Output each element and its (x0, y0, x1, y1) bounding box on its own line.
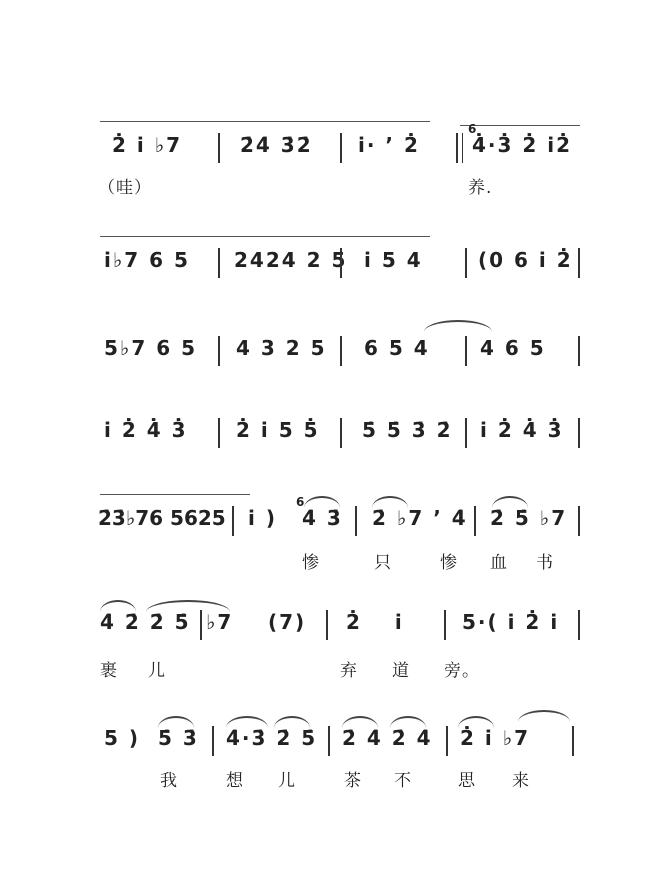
barline (578, 506, 580, 536)
measure: 5 ) (104, 726, 141, 750)
barline (200, 610, 202, 640)
measure: i̇ 2̇ 4̇ 3̇ (480, 418, 564, 442)
barline (355, 506, 357, 536)
lyric: 儿 (278, 771, 296, 791)
measure: i̇ ) (248, 506, 277, 530)
measure: i̇ 5 4 (364, 248, 423, 272)
barline (218, 133, 220, 163)
measure: 2̇ ♭7 ’ 4̇ (372, 506, 468, 530)
measure: 2̇4̇ 3̇2̇ (240, 133, 313, 157)
measure: 5·( i̇ 2̇ i̇ (462, 610, 560, 634)
score-row-2 (0, 230, 672, 290)
barline (578, 610, 580, 640)
lyric: 裹 (100, 661, 118, 681)
lyric: 道 (392, 661, 410, 681)
measure: 2̇ i̇ 5 5̇ (236, 418, 320, 442)
measure: 2̇ 5̇ ♭7 (490, 506, 568, 530)
lyric: 来 (512, 771, 530, 791)
barline (218, 418, 220, 448)
lyric: 养. (468, 178, 493, 198)
lyric: 书 (536, 553, 554, 573)
barline (578, 418, 580, 448)
barline (340, 133, 342, 163)
measure: 4̇·3̇ 2̇ i̇2̇ (472, 133, 573, 157)
measure: 5̇ 3̇ (158, 726, 199, 750)
barline (218, 336, 220, 366)
lyric: 茶 (344, 771, 362, 791)
barline (326, 610, 328, 640)
lyric: 我 (160, 771, 178, 791)
tie (424, 320, 492, 332)
lyric: （哇） (98, 178, 152, 198)
measure: 2̇3̇♭76 5625 (98, 506, 226, 530)
barline (465, 418, 467, 448)
measure: 5̇ 5̇ 3̇ 2̇ (362, 418, 453, 442)
measure: 4 6 5 (480, 336, 546, 360)
barline (444, 610, 446, 640)
measure: (7) (268, 610, 307, 634)
slur-line (100, 236, 430, 237)
measure: i̇♭7 6 5 (104, 248, 190, 272)
measure: i̇ 2̇ 4̇ 3̇ (104, 418, 188, 442)
measure: i̇· ’ 2̇ (358, 133, 420, 157)
double-barline (456, 133, 463, 163)
tie (518, 710, 570, 722)
lyric: 想 (226, 771, 244, 791)
score-row-1 (0, 115, 672, 198)
measure: 6 5 4 (364, 336, 430, 360)
barline (340, 336, 342, 366)
barline (340, 248, 342, 278)
measure: 5♭7 6 5 (104, 336, 198, 360)
lyric: 惨 (302, 553, 320, 573)
measure: 2̇ i̇ ♭7 (460, 726, 531, 750)
barline (328, 726, 330, 756)
measure: 4̇·3̇ 2̇ 5̇ (226, 726, 318, 750)
slur-line (100, 494, 250, 495)
measure: (0 6 i̇ 2̇ (478, 248, 573, 272)
score-row-3 (0, 318, 672, 378)
measure: 4̇ 2̇ 2̇ 5̇ (100, 610, 191, 634)
barline (232, 506, 234, 536)
measure: 4̇ 3̇ (302, 506, 343, 530)
slur-line (100, 121, 430, 122)
barline (578, 248, 580, 278)
score-row-5 (0, 488, 672, 573)
measure: 2424 2 5 (234, 248, 348, 272)
score-row-7 (0, 708, 672, 791)
grace-note: 6 (296, 495, 307, 509)
lyric: 弃 (340, 661, 358, 681)
barline (465, 248, 467, 278)
lyric: 儿 (148, 661, 166, 681)
barline (474, 506, 476, 536)
barline (578, 336, 580, 366)
measure: 2̇ 4̇ 2̇ 4̇ (342, 726, 433, 750)
measure: ♭7 (206, 610, 234, 634)
score-row-6 (0, 592, 672, 681)
barline (340, 418, 342, 448)
lyric: 不 (394, 771, 412, 791)
score-row-4 (0, 400, 672, 460)
measure: 2̇ i̇ ♭7 (112, 133, 183, 157)
lyric: 思 (458, 771, 476, 791)
grace-note: 6 (468, 122, 479, 136)
lyric: 旁。 (444, 661, 480, 681)
barline (212, 726, 214, 756)
lyric: 惨 (440, 553, 458, 573)
lyric: 血 (490, 553, 508, 573)
barline (446, 726, 448, 756)
barline (218, 248, 220, 278)
barline (572, 726, 574, 756)
barline (465, 336, 467, 366)
measure: 2̇ i̇ (346, 610, 416, 634)
lyric: 只 (374, 553, 392, 573)
measure: 4 3 2 5 (236, 336, 327, 360)
